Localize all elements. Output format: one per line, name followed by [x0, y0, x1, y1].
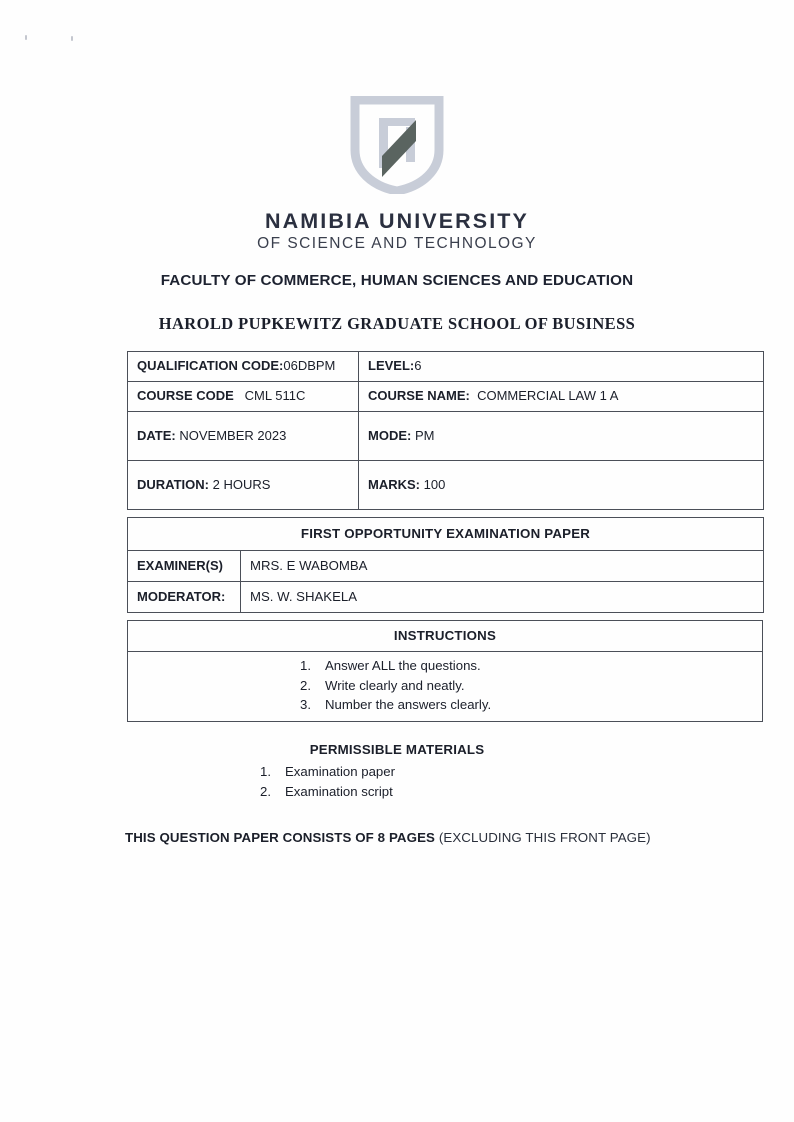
instructions-table	[127, 620, 763, 722]
level-cell	[359, 352, 764, 382]
table-row	[128, 652, 763, 722]
mode-value: PM	[414, 427, 435, 443]
exam-details-table	[127, 351, 764, 510]
examination-paper-title: FIRST OPPORTUNITY EXAMINATION PAPER	[128, 518, 764, 551]
marks-label: MARKS:	[368, 476, 420, 492]
level-label: LEVEL:	[368, 358, 415, 374]
list-item	[137, 656, 753, 676]
list-item-number: 2.	[260, 783, 271, 799]
scan-artifact-speck	[25, 35, 27, 40]
table-row	[128, 412, 764, 461]
institution-name-block	[0, 209, 794, 254]
duration-cell	[128, 461, 359, 510]
list-item-text: Write clearly and neatly.	[325, 677, 465, 693]
qualification-code-label: QUALIFICATION CODE:	[137, 358, 284, 374]
page-count-rest: (EXCLUDING THIS FRONT PAGE)	[435, 830, 651, 845]
date-value: NOVEMBER 2023	[179, 427, 287, 443]
permissible-materials-list	[0, 762, 794, 801]
instructions-title: INSTRUCTIONS	[128, 621, 763, 652]
instructions-body	[128, 652, 763, 722]
course-name-cell	[359, 382, 764, 412]
list-item-number: 2.	[300, 677, 311, 693]
mode-cell	[359, 412, 764, 461]
table-row	[128, 582, 764, 613]
instructions-list	[137, 656, 753, 715]
school-heading: HAROLD PUPKEWITZ GRADUATE SCHOOL OF BUSINESS	[158, 314, 636, 333]
institution-name-line2: OF SCIENCE AND TECHNOLOGY	[257, 235, 537, 253]
qualification-code-cell	[128, 352, 359, 382]
table-row	[128, 518, 764, 551]
list-item-text: Examination paper	[285, 764, 395, 779]
qualification-code-value: 06DBPM	[283, 358, 336, 374]
scan-artifact-speck	[71, 36, 73, 41]
list-item-text: Answer ALL the questions.	[325, 658, 481, 673]
duration-label: DURATION:	[137, 476, 209, 492]
list-item	[137, 695, 753, 715]
table-row	[128, 382, 764, 412]
list-item	[137, 676, 753, 696]
page-count-note	[125, 830, 651, 845]
marks-cell	[359, 461, 764, 510]
course-name-value: COMMERCIAL LAW 1 A	[477, 388, 619, 404]
mode-label: MODE:	[368, 427, 412, 443]
page-count-bold: THIS QUESTION PAPER CONSISTS OF 8 PAGES	[125, 830, 436, 845]
moderator-value: MS. W. SHAKELA	[241, 582, 764, 613]
list-item-number: 1.	[300, 658, 311, 673]
examiner-value: MRS. E WABOMBA	[241, 551, 764, 582]
list-item-text: Number the answers clearly.	[325, 697, 492, 713]
date-label: DATE:	[137, 427, 176, 443]
moderator-label: MODERATOR:	[128, 582, 241, 613]
course-code-label: COURSE CODE	[137, 388, 234, 404]
course-code-cell	[128, 382, 359, 412]
course-code-value: CML 511C	[244, 388, 306, 404]
marks-value: 100	[423, 476, 446, 492]
list-item-number: 1.	[260, 764, 271, 779]
date-cell	[128, 412, 359, 461]
duration-value: 2 HOURS	[212, 476, 271, 492]
table-row	[128, 352, 764, 382]
permissible-materials-title: PERMISSIBLE MATERIALS	[309, 742, 485, 757]
list-item	[0, 762, 794, 782]
table-row	[128, 551, 764, 582]
list-item	[0, 782, 794, 802]
list-item-text: Examination script	[285, 783, 393, 799]
list-item-number: 3.	[300, 697, 311, 713]
examiner-table	[127, 517, 764, 613]
examiner-label: EXAMINER(S)	[128, 551, 241, 582]
faculty-heading: FACULTY OF COMMERCE, HUMAN SCIENCES AND EDUCATION	[160, 272, 634, 289]
table-row	[128, 461, 764, 510]
course-name-label: COURSE NAME:	[368, 388, 470, 404]
level-value: 6	[414, 358, 422, 374]
table-row	[128, 621, 763, 652]
institution-logo	[0, 96, 794, 194]
institution-name-line1: NAMIBIA UNIVERSITY	[265, 209, 529, 233]
nust-shield-logo-icon	[349, 96, 445, 194]
